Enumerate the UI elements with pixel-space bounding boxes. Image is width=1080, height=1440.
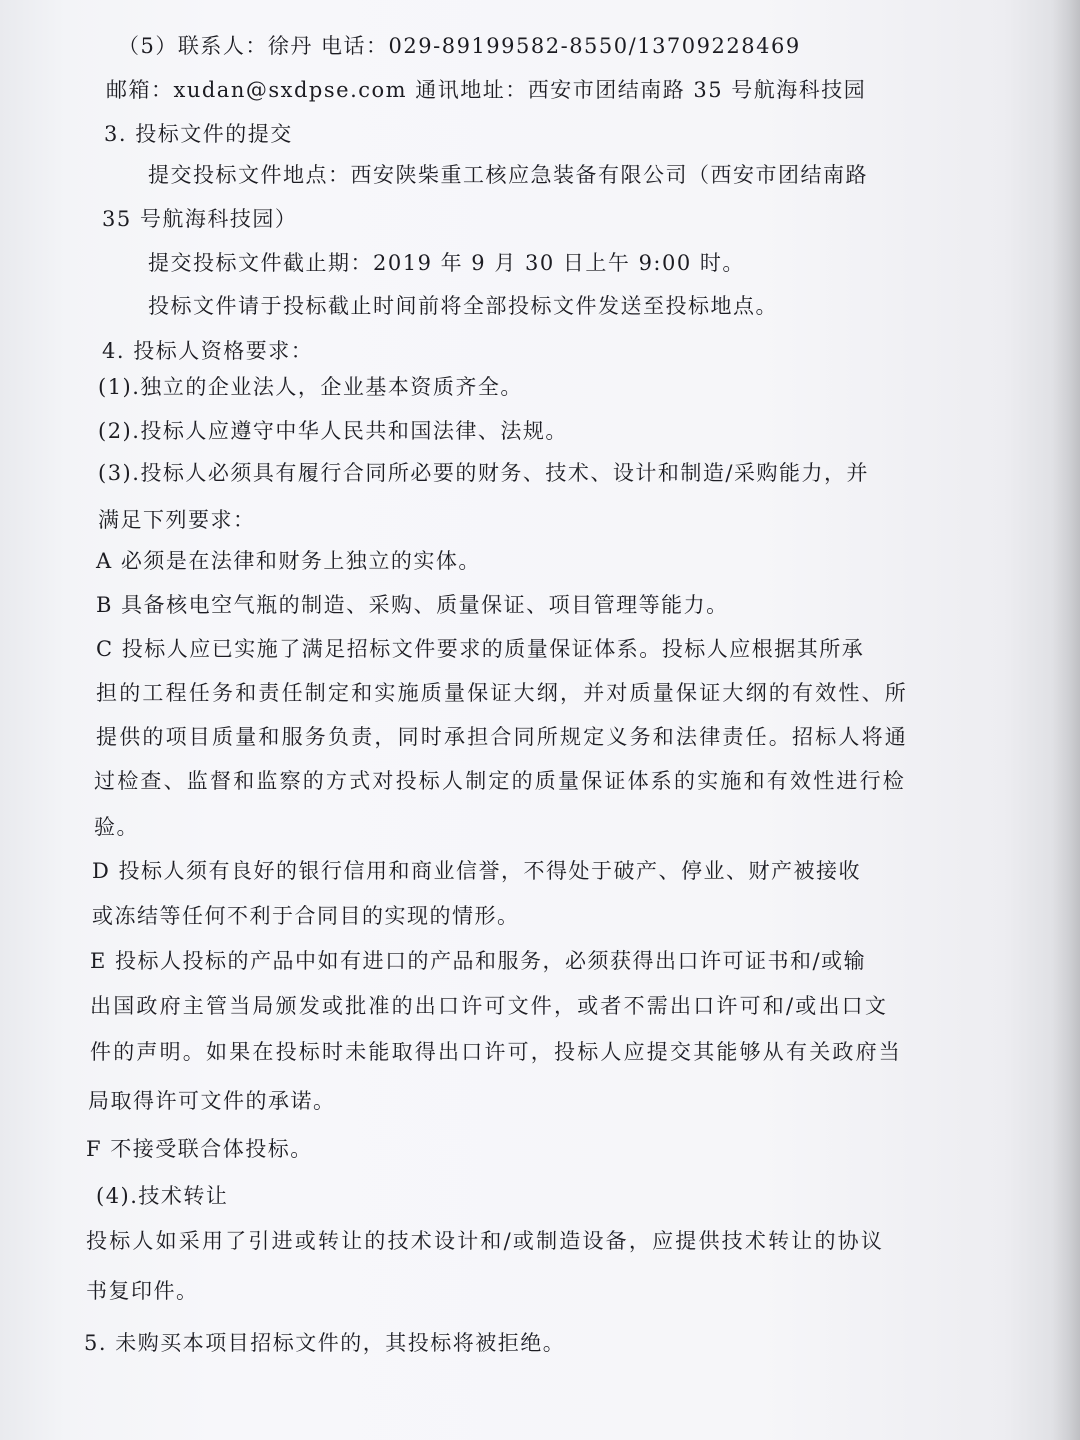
submission-location-continued: 35 号航海科技园） xyxy=(102,207,298,231)
item-a-line: A 必须是在法律和财务上独立的实体。 xyxy=(96,549,481,573)
item-e-line-1: E 投标人投标的产品中如有进口的产品和服务，必须获得出口许可证书和/或输 xyxy=(90,949,867,973)
item-c-line-4: 过检查、监督和监察的方式对投标人制定的质量保证体系的实施和有效性进行检 xyxy=(94,769,906,793)
submission-instruction-line: 投标文件请于投标截止时间前将全部投标文件发送至投标地点。 xyxy=(148,294,778,318)
item-e-line-4: 局取得许可文件的承诺。 xyxy=(88,1089,336,1113)
requirement-3-continued: 满足下列要求： xyxy=(98,508,256,532)
contact-person-line: （5）联系人：徐丹 电话：029-89199582-8550/13709228469 xyxy=(118,34,801,58)
item-e-line-3: 件的声明。如果在投标时未能取得出口许可，投标人应提交其能够从有关政府当 xyxy=(90,1040,902,1064)
submission-deadline-line: 提交投标文件截止期：2019 年 9 月 30 日上午 9:00 时。 xyxy=(148,251,745,275)
section-3-heading: 3. 投标文件的提交 xyxy=(104,122,293,146)
requirement-3-line: (3).投标人必须具有履行合同所必要的财务、技术、设计和制造/采购能力，并 xyxy=(98,461,869,485)
item-c-line-1: C 投标人应已实施了满足招标文件要求的质量保证体系。投标人应根据其所承 xyxy=(96,637,865,661)
item-d-line-2: 或冻结等任何不利于合同目的实现的情形。 xyxy=(92,904,520,928)
item-b-line: B 具备核电空气瓶的制造、采购、质量保证、项目管理等能力。 xyxy=(96,593,729,617)
section-5-line: 5. 未购买本项目招标文件的，其投标将被拒绝。 xyxy=(84,1331,566,1355)
item-c-line-5: 验。 xyxy=(94,815,139,839)
item-c-line-3: 提供的项目质量和服务负责，同时承担合同所规定义务和法律责任。招标人将通 xyxy=(96,725,908,749)
item-c-line-2: 担的工程任务和责任制定和实施质量保证大纲，并对质量保证大纲的有效性、所 xyxy=(96,681,908,705)
tech-transfer-line-1: 投标人如采用了引进或转让的技术设计和/或制造设备，应提供技术转让的协议 xyxy=(86,1229,885,1253)
section-4-heading: 4. 投标人资格要求： xyxy=(102,339,314,363)
tech-transfer-line-2: 书复印件。 xyxy=(86,1279,199,1303)
requirement-4-heading: (4).技术转让 xyxy=(96,1184,229,1208)
item-f-line: F 不接受联合体投标。 xyxy=(86,1137,313,1161)
requirement-2-line: (2).投标人应遵守中华人民共和国法律、法规。 xyxy=(98,419,568,443)
requirement-1-line: (1).独立的企业法人，企业基本资质齐全。 xyxy=(98,375,523,399)
item-e-line-2: 出国政府主管当局颁发或批准的出口许可文件，或者不需出口许可和/或出口文 xyxy=(90,994,889,1018)
item-d-line-1: D 投标人须有良好的银行信用和商业信誉，不得处于破产、停业、财产被接收 xyxy=(92,859,862,883)
email-address-line: 邮箱：xudan@sxdpse.com 通讯地址：西安市团结南路 35 号航海科技园 xyxy=(106,78,867,102)
submission-location-line: 提交投标文件地点：西安陕柴重工核应急装备有限公司（西安市团结南路 xyxy=(148,163,868,187)
